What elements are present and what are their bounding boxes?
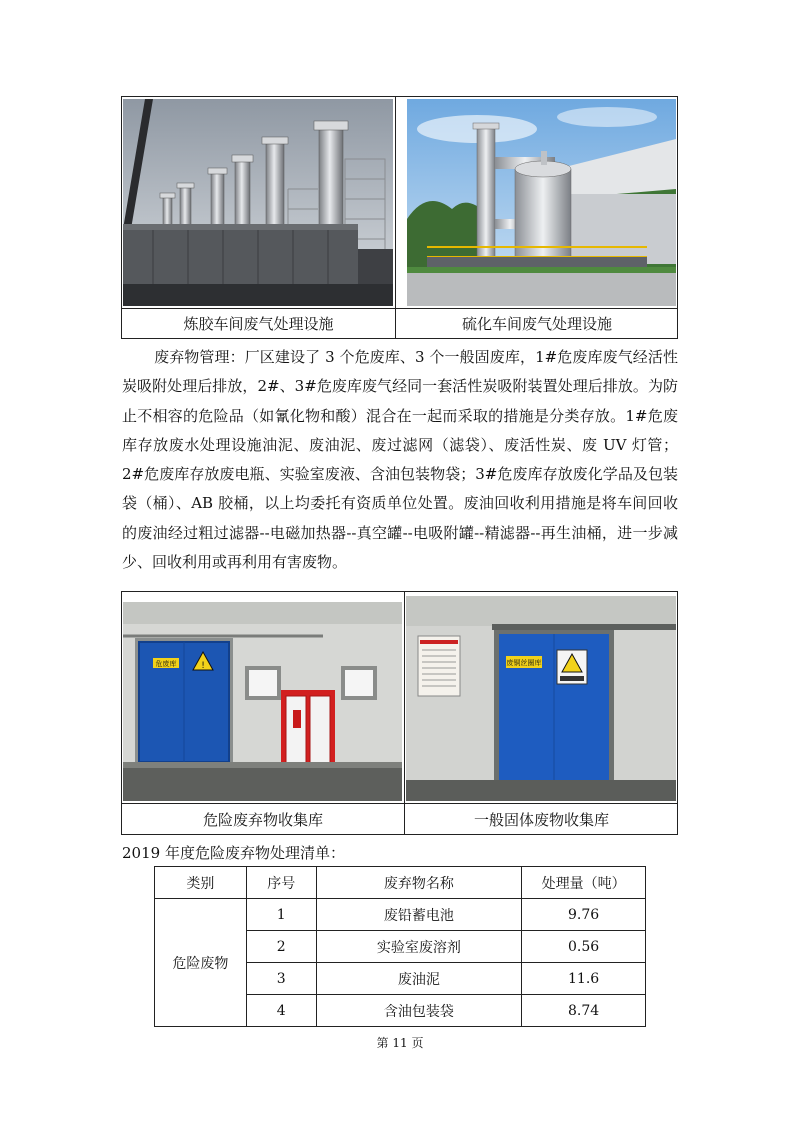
- header-waste-name: 废弃物名称: [316, 867, 522, 899]
- general-solid-waste-warehouse-photo: [406, 596, 676, 801]
- row-amount: 11.6: [522, 963, 646, 995]
- table-row: [155, 899, 646, 931]
- door-sign-hazardous: 危废库: [155, 660, 177, 668]
- waste-management-paragraph: [122, 343, 678, 577]
- caption-rubber-mixing: 炼胶车间废气处理设施: [183, 315, 334, 333]
- header-amount: 处理量（吨）: [522, 867, 646, 899]
- row-amount: 9.76: [522, 899, 646, 931]
- rubber-mixing-exhaust-photo: [123, 99, 393, 306]
- row-number: 3: [246, 963, 316, 995]
- vulcanization-exhaust-photo: [407, 99, 676, 306]
- bottom-photo-table: [121, 591, 678, 835]
- row-waste-name: 含油包装袋: [316, 995, 522, 1027]
- row-amount: 8.74: [522, 995, 646, 1027]
- paragraph-text: 废弃物管理：厂区建设了 3 个危废库、3 个一般固废库，1#危废库废气经活性炭吸附处理后排放，2#、3#危废库废气经同一套活性炭吸附装置处理后排放。为防止不相容的危险品（如氰化物和酸）混合在一起而采取的措施是分类存放。1#危废库存放废水处理设施油泥、废油泥、废过滤网（滤袋）、废活性炭、废 UV 灯管；2#危废库存放废电瓶、实验室废液、含油包装物袋；3#危废库存放废化学品及包装袋（桶）、AB 胶桶，以上均委托有资质单位处置。废油回收利用措施是将车间回收的废油经过粗过滤器--电磁加热器--真空罐--电吸附罐--精滤器--再生油桶，进一步减少、回收利用或再利用有害废物。: [122, 348, 678, 572]
- row-number: 4: [246, 995, 316, 1027]
- row-amount: 0.56: [522, 931, 646, 963]
- page-number: 第 11 页: [376, 1036, 424, 1050]
- header-category: 类别: [155, 867, 247, 899]
- svg-text:!: !: [201, 661, 205, 671]
- category-cell: 危险废物: [155, 899, 247, 1027]
- table-header-row: [155, 867, 646, 899]
- door-sign-general: 废铜丝圈库: [506, 659, 542, 667]
- row-waste-name: 废铅蓄电池: [316, 899, 522, 931]
- row-waste-name: 废油泥: [316, 963, 522, 995]
- caption-hazardous-warehouse: 危险废弃物收集库: [202, 811, 323, 829]
- row-waste-name: 实验室废溶剂: [316, 931, 522, 963]
- caption-general-warehouse: 一般固体废物收集库: [473, 811, 609, 829]
- header-number: 序号: [246, 867, 316, 899]
- caption-vulcanization: 硫化车间废气处理设施: [461, 315, 612, 333]
- hazardous-waste-table: [154, 866, 646, 1027]
- hazardous-waste-warehouse-photo: [123, 602, 402, 801]
- top-photo-table: [121, 96, 678, 339]
- row-number: 2: [246, 931, 316, 963]
- row-number: 1: [246, 899, 316, 931]
- waste-list-title: 2019 年度危险废弃物处理清单：: [122, 844, 345, 862]
